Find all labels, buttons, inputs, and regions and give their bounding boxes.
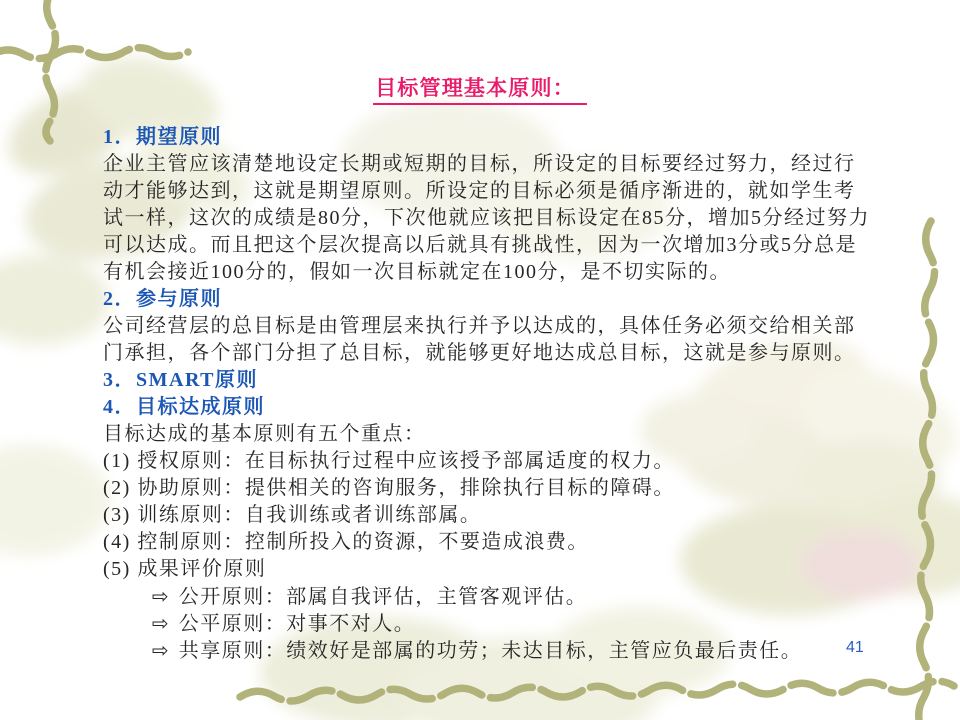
body-line: 门承担，各个部门分担了总目标，就能够更好地达成总目标，这就是参与原则。 — [103, 342, 856, 364]
list-item-text: 公平原则：对事不对人。 — [178, 613, 416, 635]
arrow-bullet-icon: ⇨ — [152, 638, 169, 662]
body-line: 动才能够达到，这就是期望原则。所设定的目标必须是循序渐进的，就如学生考 — [103, 180, 856, 202]
body-line: 目标达成的基本原则有五个重点： — [103, 423, 426, 445]
title-row — [0, 72, 960, 105]
body-line: 有机会接近100分的，假如一次目标就定在100分，是不切实际的。 — [103, 261, 731, 283]
vine-top-horizontal — [0, 48, 188, 59]
vine-bottom-horizontal — [240, 681, 954, 701]
arrow-bullet-icon: ⇨ — [152, 611, 169, 635]
list-item — [103, 610, 903, 637]
body-line: 可以达成。而且把这个层次提高以后就具有挑战性，因为一次增加3分或5分总是 — [103, 234, 857, 256]
list-item — [103, 637, 903, 664]
arrow-bullet-icon: ⇨ — [152, 584, 169, 608]
page-title: 目标管理基本原则： — [373, 72, 587, 105]
numbered-item: (1) 授权原则：在目标执行过程中应该授予部属适度的权力。 — [103, 450, 675, 472]
vine-right-vertical — [919, 221, 935, 720]
slide-body — [103, 124, 903, 664]
list-item-text: 公开原则：部属自我评估，主管客观评估。 — [178, 586, 588, 608]
numbered-item: (3) 训练原则：自我训练或者训练部属。 — [103, 504, 482, 526]
heading-smart-principle: 3．SMART原则 — [103, 369, 259, 391]
numbered-item: (2) 协助原则：提供相关的咨询服务，排除执行目标的障碍。 — [103, 477, 675, 499]
body-line: 公司经营层的总目标是由管理层来执行并予以达成的，具体任务必须交给相关部 — [103, 315, 856, 337]
numbered-item: (4) 控制原则：控制所投入的资源，不要造成浪费。 — [103, 531, 589, 553]
body-line: 企业主管应该清楚地设定长期或短期的目标，所设定的目标要经过努力，经过行 — [103, 153, 856, 175]
heading-participation-principle: 2．参与原则 — [103, 288, 222, 310]
numbered-item: (5) 成果评价原则 — [103, 558, 267, 580]
list-item-text: 共享原则：绩效好是部属的功劳；未达目标，主管应负最后责任。 — [178, 640, 803, 662]
vine-top-vertical — [46, 0, 56, 141]
list-item — [103, 583, 903, 610]
body-line: 试一样，这次的成绩是80分，下次他就应该把目标设定在85分，增加5分经过努力 — [103, 207, 870, 229]
heading-goal-achievement-principle: 4．目标达成原则 — [103, 396, 265, 418]
heading-expectation-principle: 1．期望原则 — [103, 126, 222, 148]
page-number: 41 — [846, 639, 864, 656]
